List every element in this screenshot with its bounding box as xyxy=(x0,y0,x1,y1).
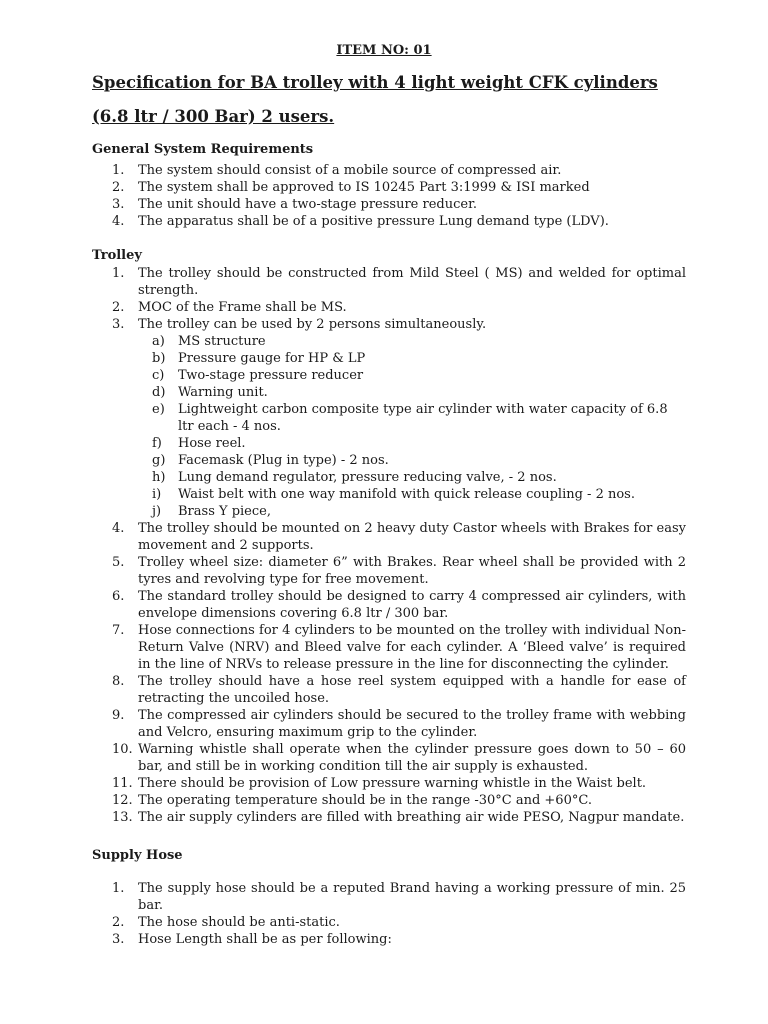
list-item xyxy=(92,880,686,914)
list-item-number: 3. xyxy=(112,932,125,947)
list-item xyxy=(92,265,686,299)
list-item-text: The supply hose should be a reputed Brand having a working pressure of min. 25 bar. xyxy=(138,881,686,913)
list-item xyxy=(138,469,686,486)
list-item-text: MS structure xyxy=(178,334,266,349)
list-item-text: The air supply cylinders are filled with breathing air wide PESO, Nagpur mandate. xyxy=(138,810,685,825)
list-item xyxy=(138,503,686,520)
list-item-text: The trolley should be mounted on 2 heavy duty Castor wheels with Brakes for easy movement and 2 supports. xyxy=(138,521,686,553)
list-item-text: Warning whistle shall operate when the cylinder pressure goes down to 50 – 60 bar, and still be in working condition till the air supply is exhausted. xyxy=(138,742,686,774)
list-item-number: a) xyxy=(152,334,165,349)
list-item-text: The hose should be anti-static. xyxy=(138,915,340,930)
list-item-number: 3. xyxy=(112,317,125,332)
list-item xyxy=(92,588,686,622)
trolley-list xyxy=(92,265,686,826)
list-item-number: 10. xyxy=(112,742,133,757)
list-item-text: Waist belt with one way manifold with quick release coupling - 2 nos. xyxy=(178,487,635,502)
list-item-text: The trolley can be used by 2 persons simultaneously. xyxy=(138,317,487,332)
list-item-number: 4. xyxy=(112,521,125,536)
list-item-text: The trolley should be constructed from Mild Steel ( MS) and welded for optimal strength. xyxy=(138,266,686,298)
list-item xyxy=(92,707,686,741)
general-requirements-list xyxy=(92,162,686,230)
list-item-number: 4. xyxy=(112,214,125,229)
list-item xyxy=(92,520,686,554)
list-item-text: Lightweight carbon composite type air cylinder with water capacity of 6.8 ltr each - 4 nos. xyxy=(178,402,668,434)
list-item xyxy=(92,162,686,179)
list-item-text: Hose connections for 4 cylinders to be mounted on the trolley with individual Non-Return Valve (NRV) and Bleed valve for each cylinder. A ‘Bleed valve’ is required in the line of NRVs to release pressure in the line for disconnecting the cylinder. xyxy=(138,623,686,672)
list-item-number: d) xyxy=(152,385,166,400)
list-item-text: The operating temperature should be in the range -30°C and +60°C. xyxy=(138,793,592,808)
list-item-number: c) xyxy=(152,368,165,383)
list-item-text: The standard trolley should be designed to carry 4 compressed air cylinders, with envelope dimensions covering 6.8 ltr / 300 bar. xyxy=(138,589,686,621)
list-item-number: 1. xyxy=(112,163,125,178)
list-item xyxy=(92,196,686,213)
list-item-text: The trolley should have a hose reel system equipped with a handle for ease of retracting the uncoiled hose. xyxy=(138,674,686,706)
list-item-text: Facemask (Plug in type) - 2 nos. xyxy=(178,453,389,468)
section-heading-general: General System Requirements xyxy=(92,142,314,157)
list-item-number: h) xyxy=(152,470,166,485)
section-heading-supply-hose: Supply Hose xyxy=(92,848,183,863)
list-item-number: b) xyxy=(152,351,166,366)
list-item xyxy=(138,435,686,452)
list-item xyxy=(138,384,686,401)
supply-hose-list xyxy=(92,880,686,948)
list-item xyxy=(92,299,686,316)
list-item xyxy=(92,931,686,948)
list-item xyxy=(138,350,686,367)
list-item-number: i) xyxy=(152,487,162,502)
list-item-text: There should be provision of Low pressure warning whistle in the Waist belt. xyxy=(138,776,647,791)
list-item xyxy=(92,316,686,520)
list-item-text: Hose reel. xyxy=(178,436,246,451)
list-item-text: Pressure gauge for HP & LP xyxy=(178,351,366,366)
section-heading-trolley: Trolley xyxy=(92,248,142,263)
trolley-components-sublist xyxy=(138,333,686,520)
list-item xyxy=(92,622,686,673)
list-item-number: 2. xyxy=(112,180,125,195)
list-item-text: The system shall be approved to IS 10245 Part 3:1999 & ISI marked xyxy=(138,180,590,195)
list-item-number: 6. xyxy=(112,589,125,604)
list-item-number: 2. xyxy=(112,300,125,315)
list-item xyxy=(92,554,686,588)
list-item-text: Brass Y piece, xyxy=(178,504,271,519)
list-item-number: 12. xyxy=(112,793,133,808)
list-item-number: 7. xyxy=(112,623,125,638)
list-item xyxy=(92,673,686,707)
list-item-text: Warning unit. xyxy=(178,385,268,400)
list-item-number: 11. xyxy=(112,776,133,791)
list-item-number: g) xyxy=(152,453,166,468)
list-item xyxy=(92,775,686,792)
list-item-number: f) xyxy=(152,436,162,451)
list-item-text: The apparatus shall be of a positive pressure Lung demand type (LDV). xyxy=(138,214,609,229)
list-item xyxy=(138,452,686,469)
list-item-number: 1. xyxy=(112,266,125,281)
list-item-text: The unit should have a two-stage pressure reducer. xyxy=(138,197,478,212)
list-item-text: MOC of the Frame shall be MS. xyxy=(138,300,347,315)
list-item xyxy=(138,401,686,435)
list-item-number: 13. xyxy=(112,810,133,825)
list-item-number: 8. xyxy=(112,674,125,689)
list-item xyxy=(92,179,686,196)
list-item xyxy=(138,333,686,350)
list-item-number: e) xyxy=(152,402,165,417)
list-item-text: The compressed air cylinders should be secured to the trolley frame with webbing and Velcro, ensuring maximum grip to the cylinder. xyxy=(138,708,686,740)
list-item xyxy=(92,741,686,775)
list-item-text: Hose Length shall be as per following: xyxy=(138,932,392,947)
list-item-text: Lung demand regulator, pressure reducing valve, - 2 nos. xyxy=(178,470,557,485)
list-item-number: 5. xyxy=(112,555,125,570)
list-item-text: Two-stage pressure reducer xyxy=(178,368,364,383)
list-item-text: Trolley wheel size: diameter 6” with Brakes. Rear wheel shall be provided with 2 tyres and revolving type for free movement. xyxy=(138,555,686,587)
list-item-number: 3. xyxy=(112,197,125,212)
list-item-number: 2. xyxy=(112,915,125,930)
list-item xyxy=(92,792,686,809)
list-item-number: 9. xyxy=(112,708,125,723)
list-item xyxy=(92,213,686,230)
list-item-text: The system should consist of a mobile source of compressed air. xyxy=(138,163,562,178)
item-number: ITEM NO: 01 xyxy=(336,43,432,58)
document-title: Specification for BA trolley with 4 light weight CFK cylinders (6.8 ltr / 300 Bar) 2 users. xyxy=(92,73,658,126)
list-item-number: 1. xyxy=(112,881,125,896)
list-item xyxy=(92,809,686,826)
list-item xyxy=(138,486,686,503)
list-item xyxy=(138,367,686,384)
list-item-number: j) xyxy=(152,504,162,519)
list-item xyxy=(92,914,686,931)
